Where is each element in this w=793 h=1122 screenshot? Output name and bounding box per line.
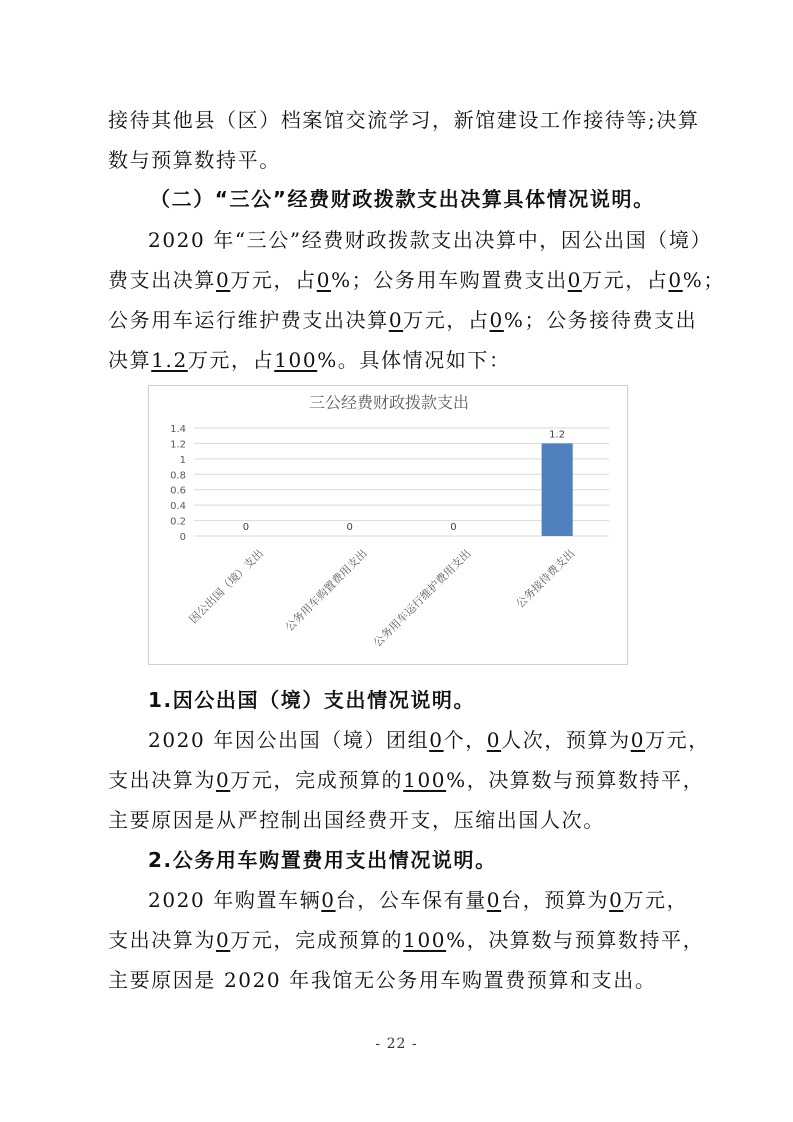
text-segment: 万元，完成预算的	[230, 768, 404, 792]
text-segment: 万元，占	[403, 308, 490, 332]
filled-value: 0	[668, 268, 683, 292]
text-segment: 公务用车运行维护费支出决算	[108, 308, 389, 332]
text-segment: 万元，	[623, 888, 689, 912]
paragraph-line	[148, 728, 733, 752]
text-segment: %，决算数与预算数持平，	[446, 768, 705, 792]
section-heading: （二）“三公”经费财政拨款支出决算具体情况说明。	[150, 187, 655, 211]
filled-value: 0	[630, 728, 646, 752]
filled-value: 0	[316, 268, 332, 292]
filled-value: 0	[216, 268, 231, 292]
text-segment: 个，	[443, 728, 487, 752]
data-label: 1.2	[549, 429, 566, 441]
subsection-heading: 1.因公出国（境）支出情况说明。	[148, 688, 476, 712]
paragraph-line	[108, 308, 733, 332]
paragraph-line	[108, 768, 733, 792]
filled-value: 100	[274, 348, 318, 372]
subsection-heading: 2.公务用车购置费用支出情况说明。	[148, 848, 497, 872]
filled-value: 0	[609, 888, 624, 912]
y-tick-label: 0.8	[170, 470, 186, 482]
text-segment: 2020 年因公出国（境）团组	[148, 728, 430, 752]
paragraph-line	[148, 888, 733, 912]
text-segment: 万元，完成预算的	[230, 928, 404, 952]
text-segment: 2020 年购置车辆	[148, 888, 322, 912]
chart-title: 三公经费财政拨款支出	[308, 393, 470, 412]
data-label: 0	[346, 522, 353, 533]
filled-value: 100	[403, 928, 447, 952]
y-tick-label: 1.2	[170, 439, 186, 451]
x-category-label: 公务接待费支出	[513, 546, 578, 611]
data-label: 0	[450, 522, 457, 533]
filled-value: 0	[486, 888, 502, 912]
filled-value: 0	[429, 728, 444, 752]
filled-value: 0	[388, 308, 404, 332]
bar-chart	[148, 385, 628, 665]
y-tick-label: 0.4	[170, 501, 186, 513]
x-category-label: 公务用车购置费用支出	[282, 546, 370, 634]
paragraph-line: 数与预算数持平。	[108, 148, 281, 172]
text-segment: %；公务接待费支出	[503, 308, 698, 332]
y-tick-label: 0.2	[170, 516, 186, 528]
text-segment: %；	[682, 268, 725, 292]
filled-value: 0	[321, 888, 336, 912]
y-tick-label: 1.4	[170, 424, 186, 435]
paragraph-line	[108, 928, 733, 952]
x-category-label: 因公出国（境）支出	[186, 546, 266, 627]
y-tick-label: 1	[179, 454, 186, 466]
text-segment: 支出决算为	[108, 768, 216, 792]
x-category-label: 公务用车运行维护费用支出	[370, 546, 474, 650]
bar	[542, 443, 573, 536]
text-segment: 万元，占	[582, 268, 669, 292]
page-number: - 22 -	[375, 1036, 418, 1052]
text-segment: 决算	[108, 348, 152, 372]
text-segment: 支出决算为	[108, 928, 216, 952]
paragraph-line	[108, 268, 733, 292]
text-segment: 台，公车保有量	[335, 888, 487, 912]
filled-value: 0	[489, 308, 504, 332]
chart-svg	[149, 386, 629, 666]
filled-value: 0	[216, 928, 231, 952]
text-segment: %，决算数与预算数持平，	[446, 928, 705, 952]
filled-value: 100	[403, 768, 447, 792]
paragraph-line: 2020 年“三公”经费财政拨款支出决算中，因公出国（境）	[148, 228, 713, 252]
text-segment: 费支出决算	[108, 268, 216, 292]
paragraph-line: 接待其他县（区）档案馆交流学习，新馆建设工作接待等;决算	[108, 108, 700, 132]
y-tick-label: 0	[179, 532, 186, 543]
paragraph-line: 主要原因是从严控制出国经费开支，压缩出国人次。	[108, 808, 605, 832]
text-segment: %；公务用车购置费支出	[331, 268, 568, 292]
text-segment: %。具体情况如下：	[317, 348, 511, 372]
text-segment: 万元，占	[230, 268, 317, 292]
filled-value: 1.2	[151, 348, 188, 372]
paragraph-line	[108, 348, 733, 372]
text-segment: 万元，	[645, 728, 710, 752]
text-segment: 人次，预算为	[501, 728, 631, 752]
filled-value: 0	[486, 728, 502, 752]
data-label: 0	[242, 522, 250, 533]
paragraph-line: 主要原因是 2020 年我馆无公务用车购置费预算和支出。	[108, 968, 657, 992]
filled-value: 0	[216, 768, 231, 792]
text-segment: 台，预算为	[501, 888, 610, 912]
y-tick-label: 0.6	[170, 485, 186, 497]
text-segment: 万元，占	[187, 348, 275, 372]
filled-value: 0	[567, 268, 582, 292]
